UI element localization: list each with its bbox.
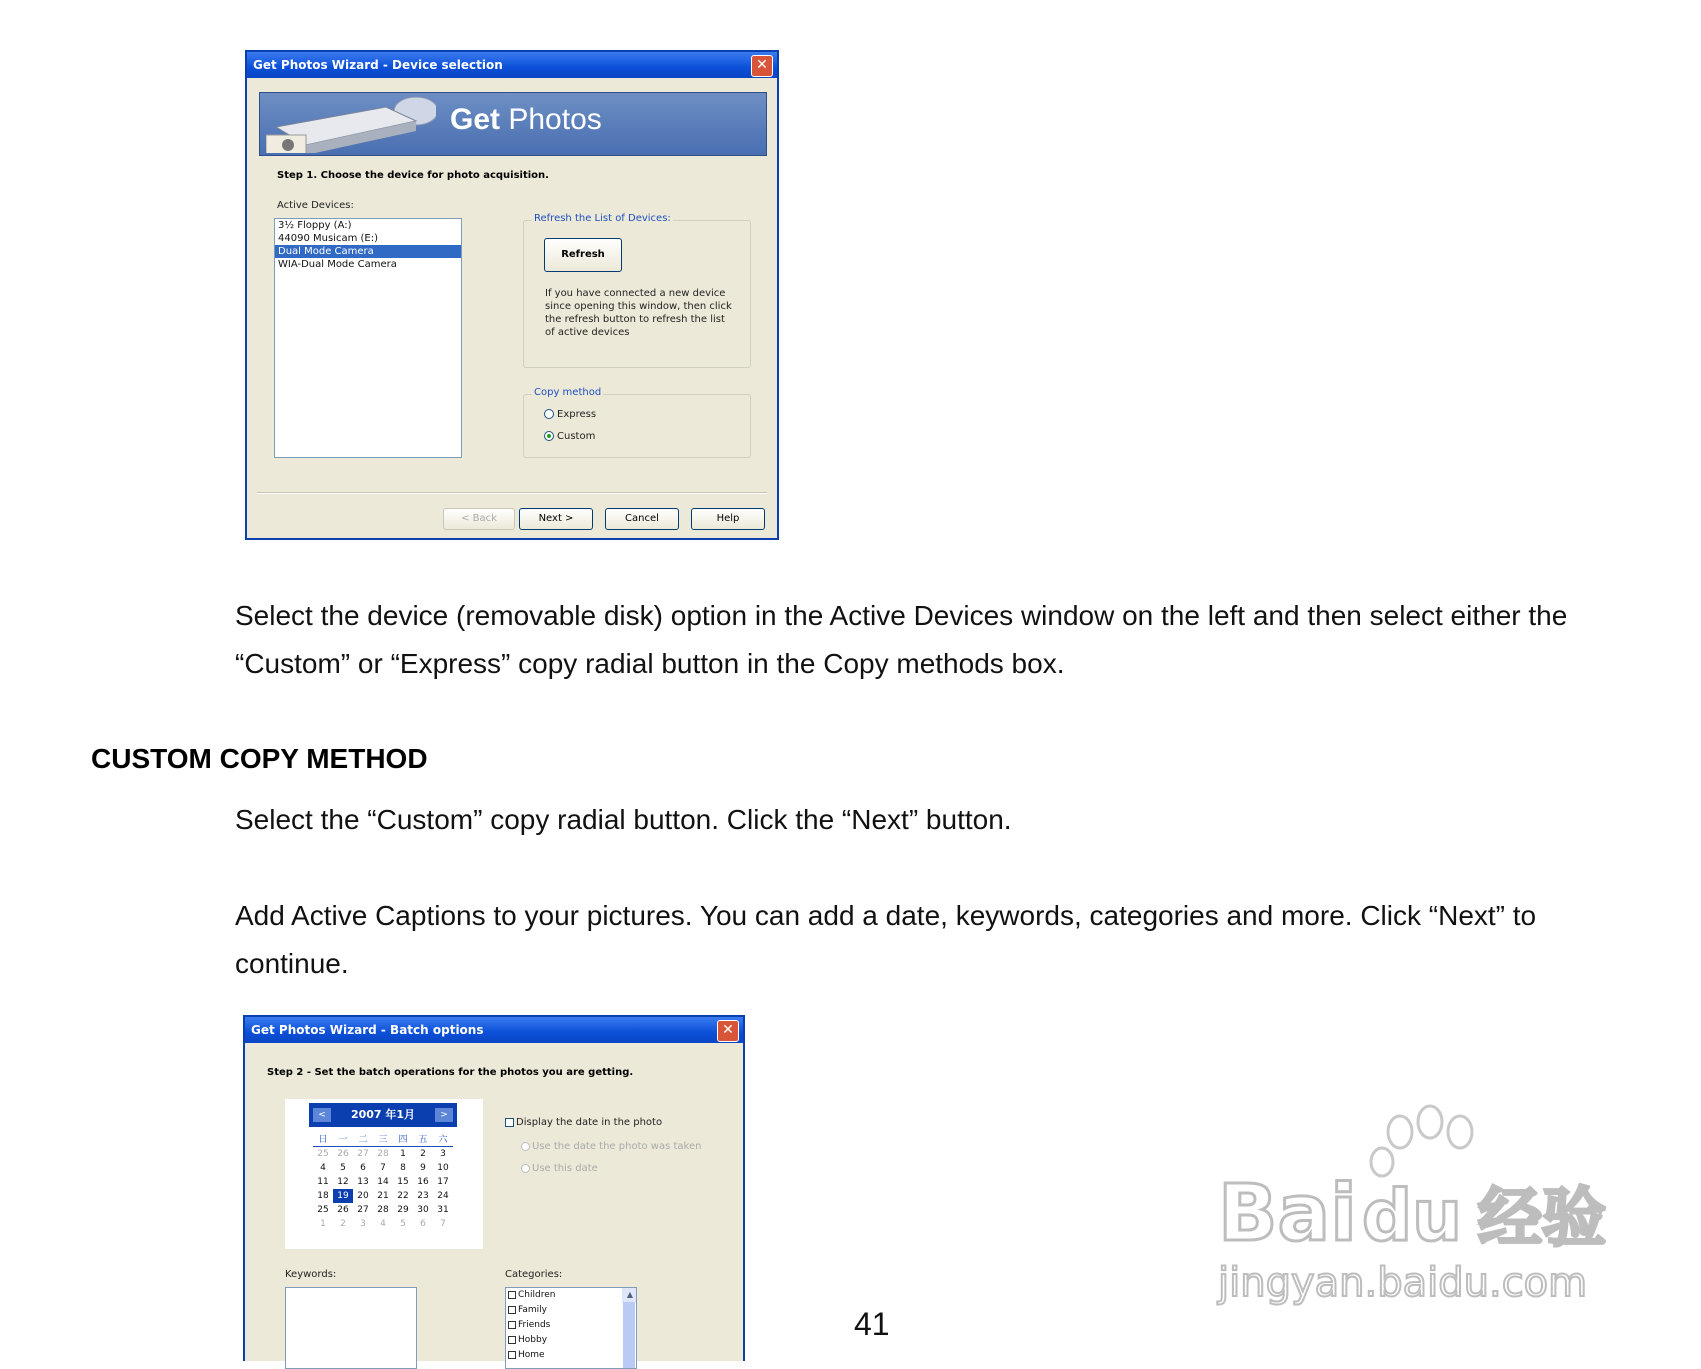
svg-text:经验: 经验 (1478, 1182, 1606, 1256)
radio-icon (521, 1164, 530, 1173)
back-button[interactable]: < Back (443, 508, 515, 530)
calendar-week-row (313, 1175, 457, 1189)
svg-text:jingyan.baidu.com: jingyan.baidu.com (1218, 1260, 1588, 1306)
step-instruction: Step 1. Choose the device for photo acquisition. (277, 170, 549, 181)
instruction-paragraph-2: Select the “Custom” copy radial button. Click the “Next” button. (235, 804, 1012, 835)
calendar-day[interactable]: 4 (380, 1219, 386, 1229)
category-item[interactable] (506, 1318, 636, 1333)
use-taken-date-radio[interactable]: Use the date the photo was taken (521, 1141, 701, 1152)
keywords-label: Keywords: (285, 1269, 337, 1280)
device-list-item[interactable]: 44090 Musicam (E:) (278, 233, 378, 244)
refresh-button[interactable]: Refresh (544, 238, 622, 272)
calendar-day[interactable]: 28 (377, 1149, 389, 1159)
banner-title: Get Photos (450, 103, 602, 136)
calendar-month-label: 2007 年1月 (309, 1103, 457, 1127)
scroll-thumb[interactable] (623, 1302, 635, 1369)
checkbox-icon (505, 1118, 514, 1127)
calendar-day[interactable]: 29 (397, 1205, 409, 1215)
active-devices-list[interactable] (274, 218, 462, 458)
calendar-day[interactable]: 2 (340, 1219, 346, 1229)
calendar-day[interactable]: 4 (320, 1163, 326, 1173)
calendar-week-row (313, 1147, 457, 1161)
page-number: 41 (854, 1306, 890, 1342)
weekday-label: 三 (373, 1133, 393, 1147)
calendar-day[interactable]: 7 (440, 1219, 446, 1229)
calendar-day[interactable]: 3 (440, 1149, 446, 1159)
date-calendar[interactable] (285, 1099, 483, 1249)
calendar-day[interactable]: 21 (377, 1191, 389, 1201)
calendar-day[interactable]: 1 (400, 1149, 406, 1159)
weekday-label: 六 (433, 1133, 453, 1147)
category-item[interactable] (506, 1288, 636, 1303)
calendar-prev-icon[interactable]: < (313, 1108, 331, 1122)
radio-express-icon (544, 409, 554, 419)
calendar-day[interactable]: 3 (360, 1219, 366, 1229)
window-title: Get Photos Wizard - Batch options (245, 1017, 743, 1043)
calendar-day[interactable]: 18 (317, 1191, 329, 1201)
calendar-day[interactable]: 6 (420, 1219, 426, 1229)
calendar-day[interactable]: 30 (417, 1205, 429, 1215)
calendar-day[interactable]: 1 (320, 1219, 326, 1229)
calendar-day[interactable]: 13 (357, 1177, 369, 1187)
device-list-item[interactable]: WIA-Dual Mode Camera (278, 259, 397, 270)
section-heading: CUSTOM COPY METHOD (91, 743, 428, 774)
active-devices-label: Active Devices: (277, 200, 354, 211)
calendar-day[interactable]: 5 (400, 1219, 406, 1229)
calendar-week-row (313, 1189, 457, 1203)
device-list-item[interactable]: Dual Mode Camera (275, 245, 461, 258)
calendar-day[interactable]: 2 (420, 1149, 426, 1159)
calendar-day[interactable]: 6 (360, 1163, 366, 1173)
calendar-week-row (313, 1161, 457, 1175)
baidu-watermark-logo (1210, 1100, 1620, 1310)
calendar-day[interactable]: 24 (437, 1191, 449, 1201)
svg-text:du: du (1362, 1175, 1462, 1257)
checkbox-icon (508, 1351, 516, 1359)
window-title: Get Photos Wizard - Device selection (247, 52, 777, 78)
calendar-day[interactable]: 27 (357, 1149, 369, 1159)
instruction-paragraph-1: Select the device (removable disk) option in the Active Devices window on the left and then select either the “Custom” or “Express” copy radial button in the Copy methods box. (235, 600, 1568, 679)
calendar-day[interactable]: 11 (317, 1177, 329, 1187)
custom-radio[interactable]: Custom (544, 431, 595, 442)
calendar-day[interactable]: 9 (420, 1163, 426, 1173)
calendar-grid[interactable] (313, 1133, 457, 1231)
scanner-camera-icon (266, 97, 436, 153)
batch-options-window (243, 1015, 745, 1361)
category-item[interactable] (506, 1303, 636, 1318)
display-date-checkbox[interactable]: Display the date in the photo (505, 1117, 662, 1128)
checkbox-icon (508, 1321, 516, 1329)
use-this-date-radio[interactable]: Use this date (521, 1163, 598, 1174)
calendar-day[interactable]: 10 (437, 1163, 449, 1173)
scroll-up-icon[interactable]: ▲ (626, 1290, 634, 1299)
device-list-item[interactable]: 3½ Floppy (A:) (278, 220, 352, 231)
refresh-group (523, 213, 751, 368)
category-item[interactable] (506, 1333, 636, 1348)
step-instruction: Step 2 - Set the batch operations for the photos you are getting. (267, 1067, 634, 1078)
calendar-day[interactable]: 25 (317, 1205, 329, 1215)
next-button[interactable]: Next > (519, 508, 593, 530)
calendar-day[interactable]: 22 (397, 1191, 409, 1201)
copy-method-label: Copy method (534, 387, 602, 398)
copy-method-group (523, 387, 751, 458)
calendar-day[interactable]: 19 (333, 1189, 353, 1203)
calendar-day[interactable]: 26 (337, 1149, 349, 1159)
checkbox-icon (508, 1291, 516, 1299)
calendar-week-row (313, 1203, 457, 1217)
categories-list[interactable] (505, 1287, 637, 1369)
calendar-day[interactable]: 20 (357, 1191, 369, 1201)
weekday-label: 一 (333, 1133, 353, 1147)
radio-custom-icon (544, 431, 554, 441)
calendar-week-row (313, 1217, 457, 1231)
categories-label: Categories: (505, 1269, 563, 1280)
calendar-day[interactable]: 12 (337, 1177, 349, 1187)
checkbox-icon (508, 1306, 516, 1314)
category-label: Hobby (518, 1335, 548, 1345)
calendar-day[interactable]: 27 (357, 1205, 369, 1215)
calendar-day[interactable]: 31 (437, 1205, 449, 1215)
cancel-button[interactable]: Cancel (605, 508, 679, 530)
help-button[interactable]: Help (691, 508, 765, 530)
calendar-day[interactable]: 23 (417, 1191, 429, 1201)
category-label: Friends (518, 1320, 551, 1330)
calendar-day[interactable]: 15 (397, 1177, 409, 1187)
calendar-day[interactable]: 17 (437, 1177, 449, 1187)
calendar-day[interactable]: 28 (377, 1205, 389, 1215)
svg-text:Bai: Bai (1218, 1169, 1357, 1259)
categories-scrollbar[interactable] (622, 1288, 636, 1303)
keywords-field[interactable] (285, 1287, 417, 1369)
calendar-day[interactable]: 25 (317, 1149, 329, 1159)
close-icon[interactable]: ✕ (717, 1020, 739, 1042)
instruction-paragraph-3: Add Active Captions to your pictures. You can add a date, keywords, categories and more. Click “Next” to continue. (235, 900, 1537, 979)
calendar-next-icon[interactable]: > (435, 1108, 453, 1122)
weekday-label: 四 (393, 1133, 413, 1147)
calendar-day[interactable]: 26 (337, 1205, 349, 1215)
radio-icon (521, 1142, 530, 1151)
weekday-label: 五 (413, 1133, 433, 1147)
category-label: Children (518, 1290, 556, 1300)
calendar-day[interactable]: 5 (340, 1163, 346, 1173)
divider (257, 492, 767, 494)
category-label: Family (518, 1305, 547, 1315)
calendar-day[interactable]: 8 (400, 1163, 406, 1173)
calendar-day[interactable]: 16 (417, 1177, 429, 1187)
close-icon[interactable]: ✕ (751, 55, 773, 77)
device-selection-window (245, 50, 779, 540)
refresh-group-label: Refresh the List of Devices: (534, 213, 671, 224)
weekday-label: 二 (353, 1133, 373, 1147)
calendar-day[interactable]: 14 (377, 1177, 389, 1187)
refresh-help-text: If you have connected a new device since opening this window, then click the refresh button to refresh the list of active devices (545, 288, 732, 338)
weekday-label: 日 (313, 1133, 333, 1147)
calendar-day[interactable]: 7 (380, 1163, 386, 1173)
checkbox-icon (508, 1336, 516, 1344)
calendar-weekday-row (313, 1133, 457, 1147)
get-photos-banner (259, 92, 767, 156)
express-radio[interactable]: Express (544, 409, 596, 420)
category-label: Home (518, 1350, 545, 1360)
